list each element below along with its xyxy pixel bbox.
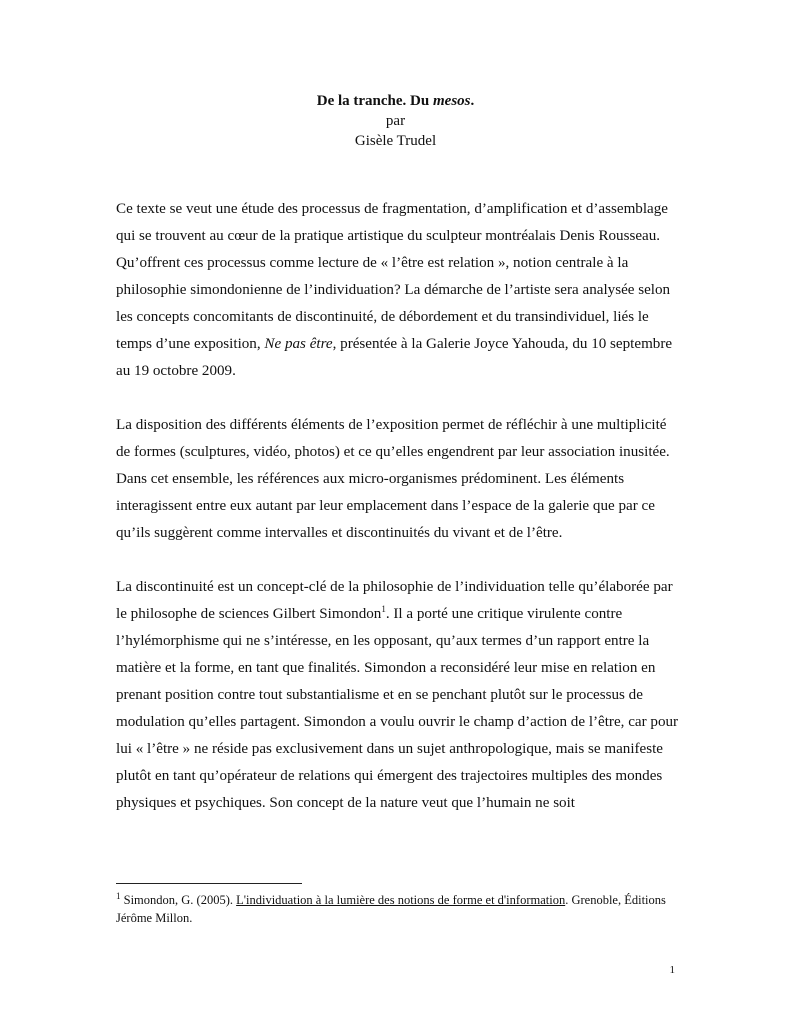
footnote-number: 1 <box>116 890 121 901</box>
title-text: De la tranche. Du <box>316 93 433 109</box>
paragraph-3-text-a: La discontinuité est un concept-clé de la philosophie de l’individuation telle qu’élaborée par le philosophe de sciences Gilbert Simondon <box>116 579 673 622</box>
title-par: par <box>385 113 406 129</box>
paragraph-3 <box>116 574 682 817</box>
title-block <box>0 91 791 151</box>
paragraph-1 <box>116 196 682 385</box>
paragraph-2: La disposition des différents éléments de l’exposition permet de réfléchir à une multiplicité de formes (sculptures, vidéo, photos) et ce qu’elles engendrent par leur association inusitée. Dans cet ensemble, les références aux micro-organismes prédominent. Les éléments interagissent entre eux autant par leur emplacement dans l’espace de la galerie que par ce qu’ils suggèrent comme intervalles et discontinuités du vivant et de l’être. <box>116 417 670 541</box>
footnote-author: Simondon, G. (2005). <box>120 893 237 907</box>
paragraph-1-text-b: , présentée à la Galerie Joyce Yahouda, du 10 septembre au 19 octobre 2009. <box>116 336 673 379</box>
page-number: 1 <box>669 964 675 976</box>
paragraph-1-text-a: Ce texte se veut une étude des processus de fragmentation, d’amplification et d’assemblage qui se trouvent au cœur de la pratique artistique du sculpteur montréalais Denis Rousseau. Qu’offrent ces processus comme lecture de « l’être est relation », notion centrale à la philosophie simondonienne de l’individuation? La démarche de l’artiste sera analysée selon les concepts concomitants de discontinuité, de débordement et du transindividuel, liés le temps d’une exposition, <box>116 201 671 352</box>
document-title <box>0 91 791 111</box>
author-name: Gisèle Trudel <box>354 133 437 149</box>
footnote <box>116 891 676 927</box>
paragraph-3-text-b: . Il a porté une critique virulente contre l’hylémorphisme qui ne s’intéresse, en les opposant, qu’aux termes d’un rapport entre la matière et la forme, en tant que finalités. Simondon a reconsidéré leur mise en relation en prenant position contre tout substantialisme et en se penchant plutôt sur le processus de modulation qu’elles partagent. Simondon a voulu ouvrir le champ d’action de l’être, car pour lui « l’être » ne réside pas exclusivement dans un sujet anthropologique, mais se manifeste plutôt en tant qu’opérateur de relations qui émergent des trajectoires multiples des mondes physiques et psychiques. Son concept de la nature veut que l’humain ne soit <box>116 606 679 811</box>
footnote-separator <box>116 883 302 884</box>
title-italic-word: mesos <box>433 93 471 109</box>
body-text <box>116 196 682 844</box>
footnote-work-title: L'individuation à la lumière des notions de forme et d'information <box>236 893 566 907</box>
title-period: . <box>470 93 475 109</box>
footnote-publisher: . Grenoble, Éditions Jérôme Millon. <box>116 893 666 925</box>
footnote-reference[interactable]: 1 <box>381 603 386 614</box>
exhibition-title: Ne pas être <box>264 336 333 352</box>
